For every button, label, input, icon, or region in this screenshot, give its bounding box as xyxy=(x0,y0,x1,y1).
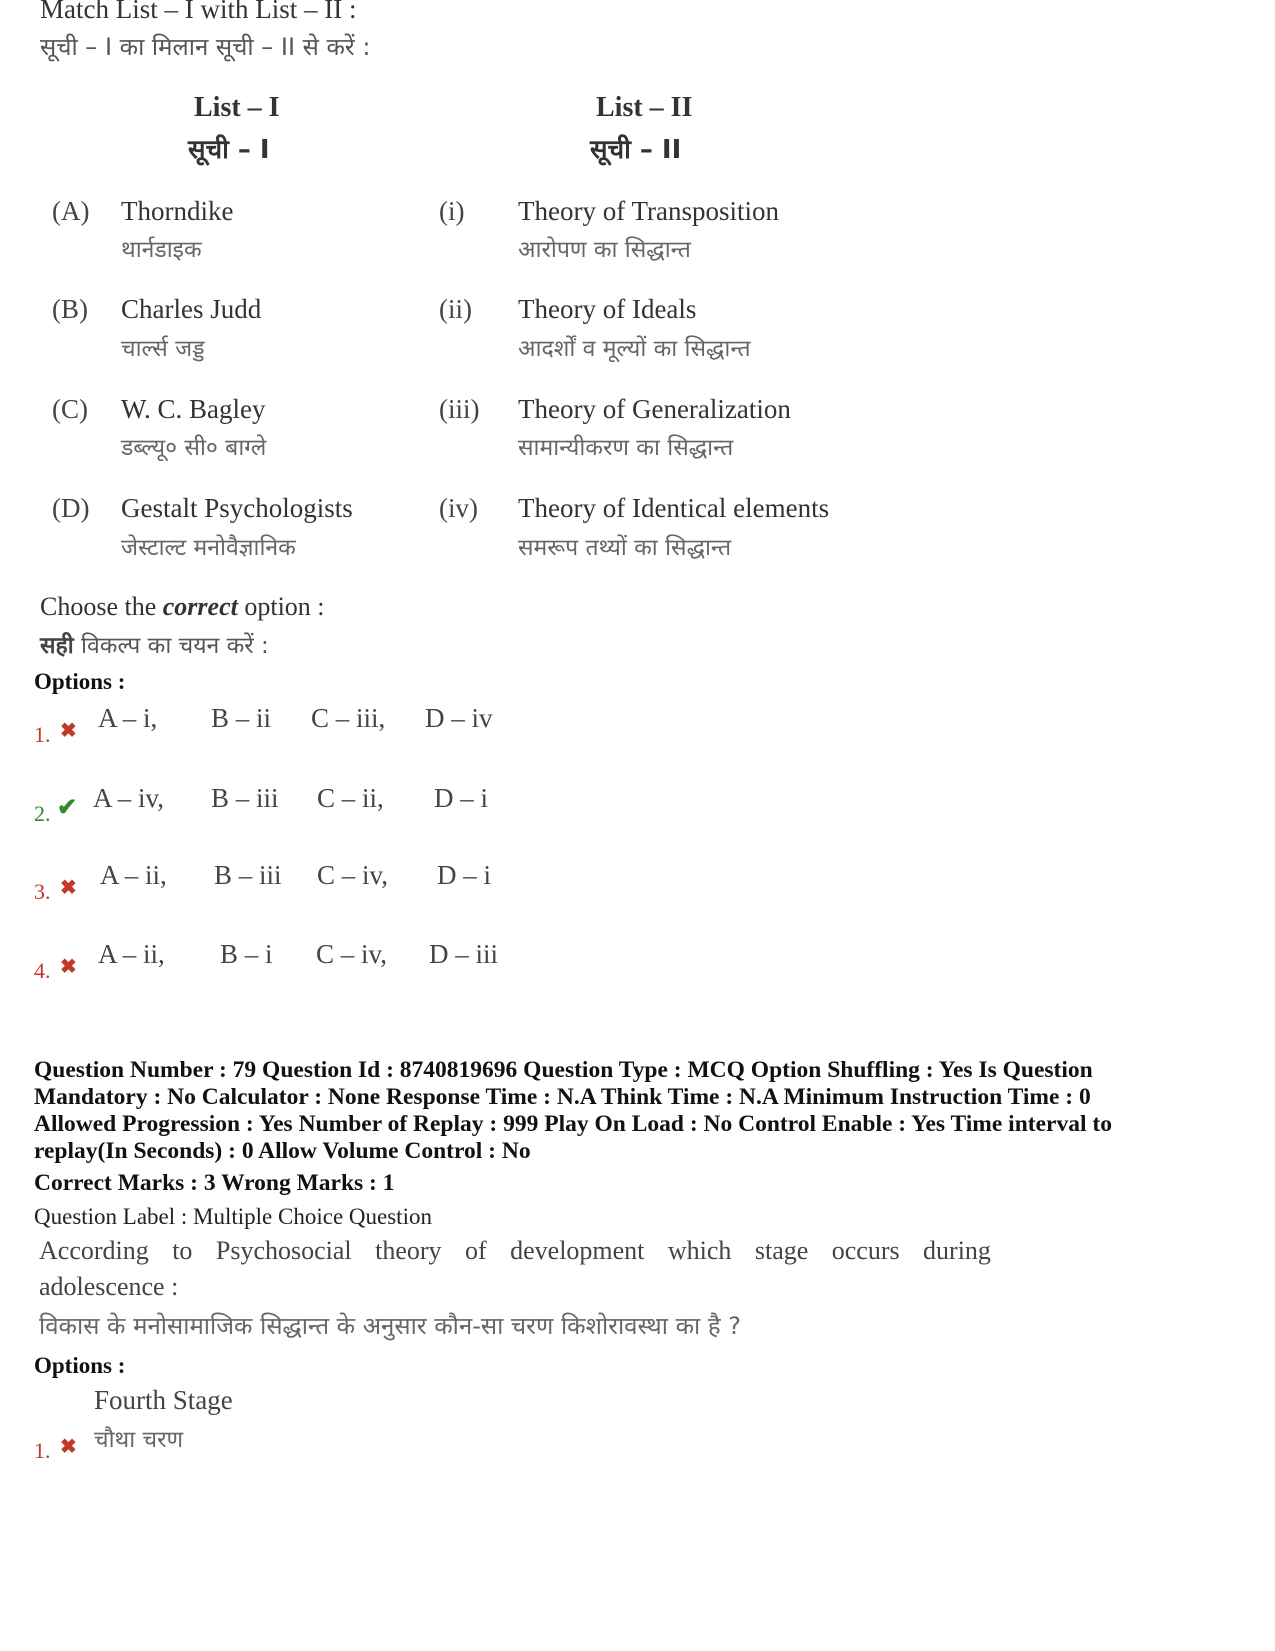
list1-item-hi: जेस्टाल्ट मनोवैज्ञानिक xyxy=(121,535,296,561)
wrong-mark-icon: ✖ xyxy=(60,1436,77,1458)
option-part: B – ii xyxy=(211,703,272,733)
list1-item-en: Gestalt Psychologists xyxy=(121,493,353,523)
question-meta-line: Question Number : 79 Question Id : 8740819696 Question Type : MCQ Option Shuffling : Yes Is Question xyxy=(34,1057,1093,1083)
list2-item-en: Theory of Generalization xyxy=(518,394,791,424)
row-label: (A) xyxy=(52,196,90,226)
list1-item-en: Thorndike xyxy=(121,196,234,226)
option-part: B – i xyxy=(220,939,273,969)
row-roman: (i) xyxy=(439,196,465,226)
option-number: 4. xyxy=(34,958,51,983)
list1-item-hi: डब्ल्यू० सी० बाग्ले xyxy=(121,435,267,461)
list2-item-hi: आदर्शों व मूल्यों का सिद्धान्त xyxy=(518,336,751,362)
option-part: B – iii xyxy=(214,860,282,890)
question-marks: Correct Marks : 3 Wrong Marks : 1 xyxy=(34,1170,395,1196)
option-part: C – iv, xyxy=(317,860,389,890)
option-part: D – i xyxy=(434,783,488,813)
list2-header-hi: सूची – II xyxy=(590,135,682,165)
option-part: A – i, xyxy=(98,703,158,733)
option-number: 3. xyxy=(34,879,51,904)
option-part: D – i xyxy=(437,860,491,890)
row-roman: (iv) xyxy=(439,493,478,523)
option-part: A – ii, xyxy=(100,860,167,890)
question-label: Question Label : Multiple Choice Question xyxy=(34,1204,432,1229)
option-text-en: Fourth Stage xyxy=(94,1385,233,1415)
options-label: Options : xyxy=(34,669,126,694)
row-label: (C) xyxy=(52,394,88,424)
row-label: (D) xyxy=(52,493,90,523)
list1-item-en: Charles Judd xyxy=(121,294,262,324)
question-meta-line: replay(In Seconds) : 0 Allow Volume Control : No xyxy=(34,1138,531,1164)
option-part: D – iii xyxy=(429,939,499,969)
list2-item-en: Theory of Transposition xyxy=(518,196,780,226)
list1-item-hi: चार्ल्स जड्ड xyxy=(121,336,205,362)
row-label: (B) xyxy=(52,294,88,324)
list2-item-hi: आरोपण का सिद्धान्त xyxy=(518,237,691,263)
option-part: B – iii xyxy=(211,783,279,813)
list1-item-en: W. C. Bagley xyxy=(121,394,266,424)
choose-prompt-en: Choose the correct option : xyxy=(40,592,325,621)
list2-item-en: Theory of Identical elements xyxy=(518,493,830,523)
option-part: A – iv, xyxy=(93,783,165,813)
option-part: D – iv xyxy=(425,703,493,733)
list1-header-en: List – I xyxy=(194,92,280,123)
match-prompt-hi: सूची – I का मिलान सूची – II से करें : xyxy=(40,33,371,61)
choose-prompt-hi: सही विकल्प का चयन करें : xyxy=(40,633,269,659)
list1-header-hi: सूची – I xyxy=(188,135,270,165)
match-prompt-en: Match List – I with List – II : xyxy=(40,0,357,24)
option-number: 2. xyxy=(34,801,51,826)
question-text-line2: adolescence : xyxy=(39,1272,179,1301)
list2-item-en: Theory of Ideals xyxy=(518,294,697,324)
list2-item-hi: सामान्यीकरण का सिद्धान्त xyxy=(518,435,734,461)
wrong-mark-icon: ✖ xyxy=(60,720,77,742)
option-number: 1. xyxy=(34,722,51,747)
question-text-hi: विकास के मनोसामाजिक सिद्धान्त के अनुसार कौन-सा चरण किशोरावस्था का है ? xyxy=(39,1312,741,1340)
option-number: 1. xyxy=(34,1438,51,1463)
wrong-mark-icon: ✖ xyxy=(60,877,77,899)
question-meta-line: Mandatory : No Calculator : None Response Time : N.A Think Time : N.A Minimum Instruction Time : 0 xyxy=(34,1084,1091,1110)
row-roman: (ii) xyxy=(439,294,472,324)
option-part: C – ii, xyxy=(317,783,384,813)
list1-item-hi: थार्नडाइक xyxy=(121,237,202,263)
option-text-hi: चौथा चरण xyxy=(94,1427,184,1453)
question-text-line1: According to Psychosocial theory of development which stage occurs during xyxy=(39,1236,991,1265)
options-label: Options : xyxy=(34,1353,126,1378)
list2-header-en: List – II xyxy=(596,92,693,123)
option-part: C – iv, xyxy=(316,939,388,969)
option-part: C – iii, xyxy=(311,703,386,733)
list2-item-hi: समरूप तथ्यों का सिद्धान्त xyxy=(518,535,732,561)
question-meta-line: Allowed Progression : Yes Number of Replay : 999 Play On Load : No Control Enable : Yes Time interval to xyxy=(34,1111,1112,1137)
wrong-mark-icon: ✖ xyxy=(60,956,77,978)
correct-mark-icon: ✔ xyxy=(57,795,78,821)
option-part: A – ii, xyxy=(98,939,165,969)
row-roman: (iii) xyxy=(439,394,480,424)
